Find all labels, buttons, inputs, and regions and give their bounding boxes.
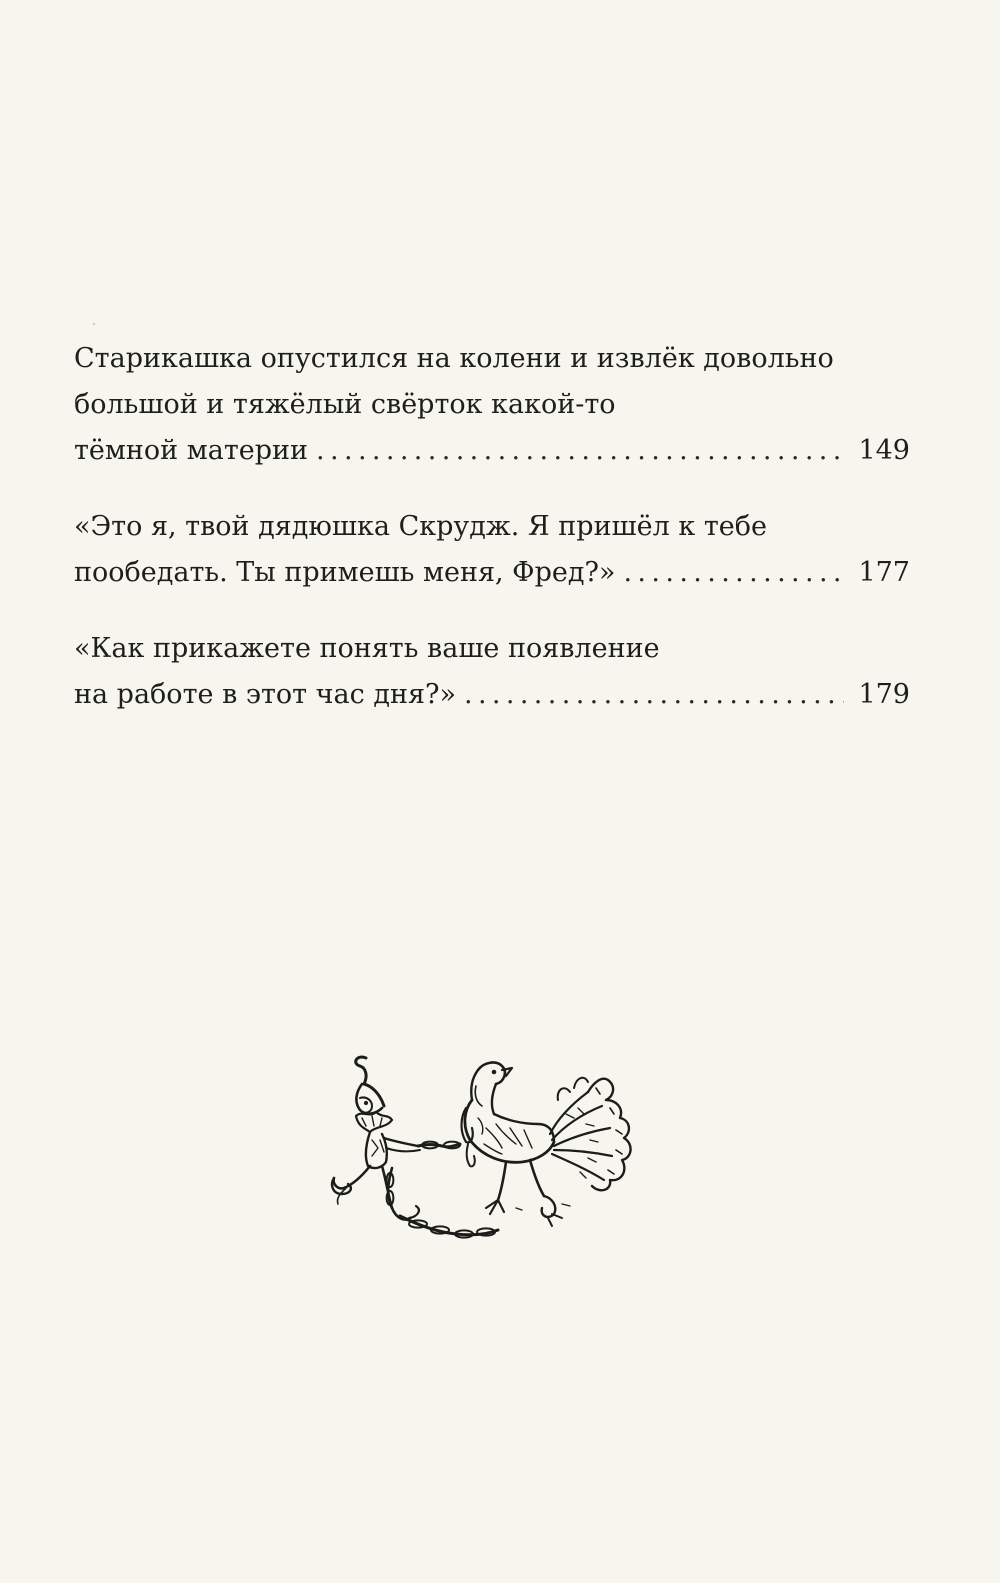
list-item (74, 336, 910, 474)
entry-last-line (74, 428, 910, 474)
entry-last-line (74, 550, 910, 596)
list-item (74, 626, 910, 718)
illustrations-list (74, 336, 910, 718)
entry-caption-line: Старикашка опустился на колени и извлёк довольно (74, 343, 834, 374)
dot-leader (464, 672, 844, 718)
entry-caption-line: тёмной материи (74, 435, 309, 466)
entry-caption-line: «Это я, твой дядюшка Скрудж. Я пришёл к тебе (74, 511, 767, 542)
page-number: 177 (858, 557, 910, 588)
entry-caption-line: пообедать. Ты примешь меня, Фред?» (74, 557, 616, 588)
paper-speck (93, 323, 95, 325)
dot-leader (623, 550, 844, 596)
dot-leader (316, 428, 844, 474)
entry-caption-line: «Как прикажете понять ваше появление (74, 633, 660, 664)
entry-caption-line: на работе в этот час дня?» (74, 679, 456, 710)
page-number: 179 (858, 679, 910, 710)
list-item (74, 504, 910, 596)
page-number: 149 (858, 435, 910, 466)
entry-last-line (74, 672, 910, 718)
jester-and-turkey-illustration-icon (326, 1048, 642, 1250)
entry-caption-line: большой и тяжёлый свёрток какой-то (74, 389, 616, 420)
